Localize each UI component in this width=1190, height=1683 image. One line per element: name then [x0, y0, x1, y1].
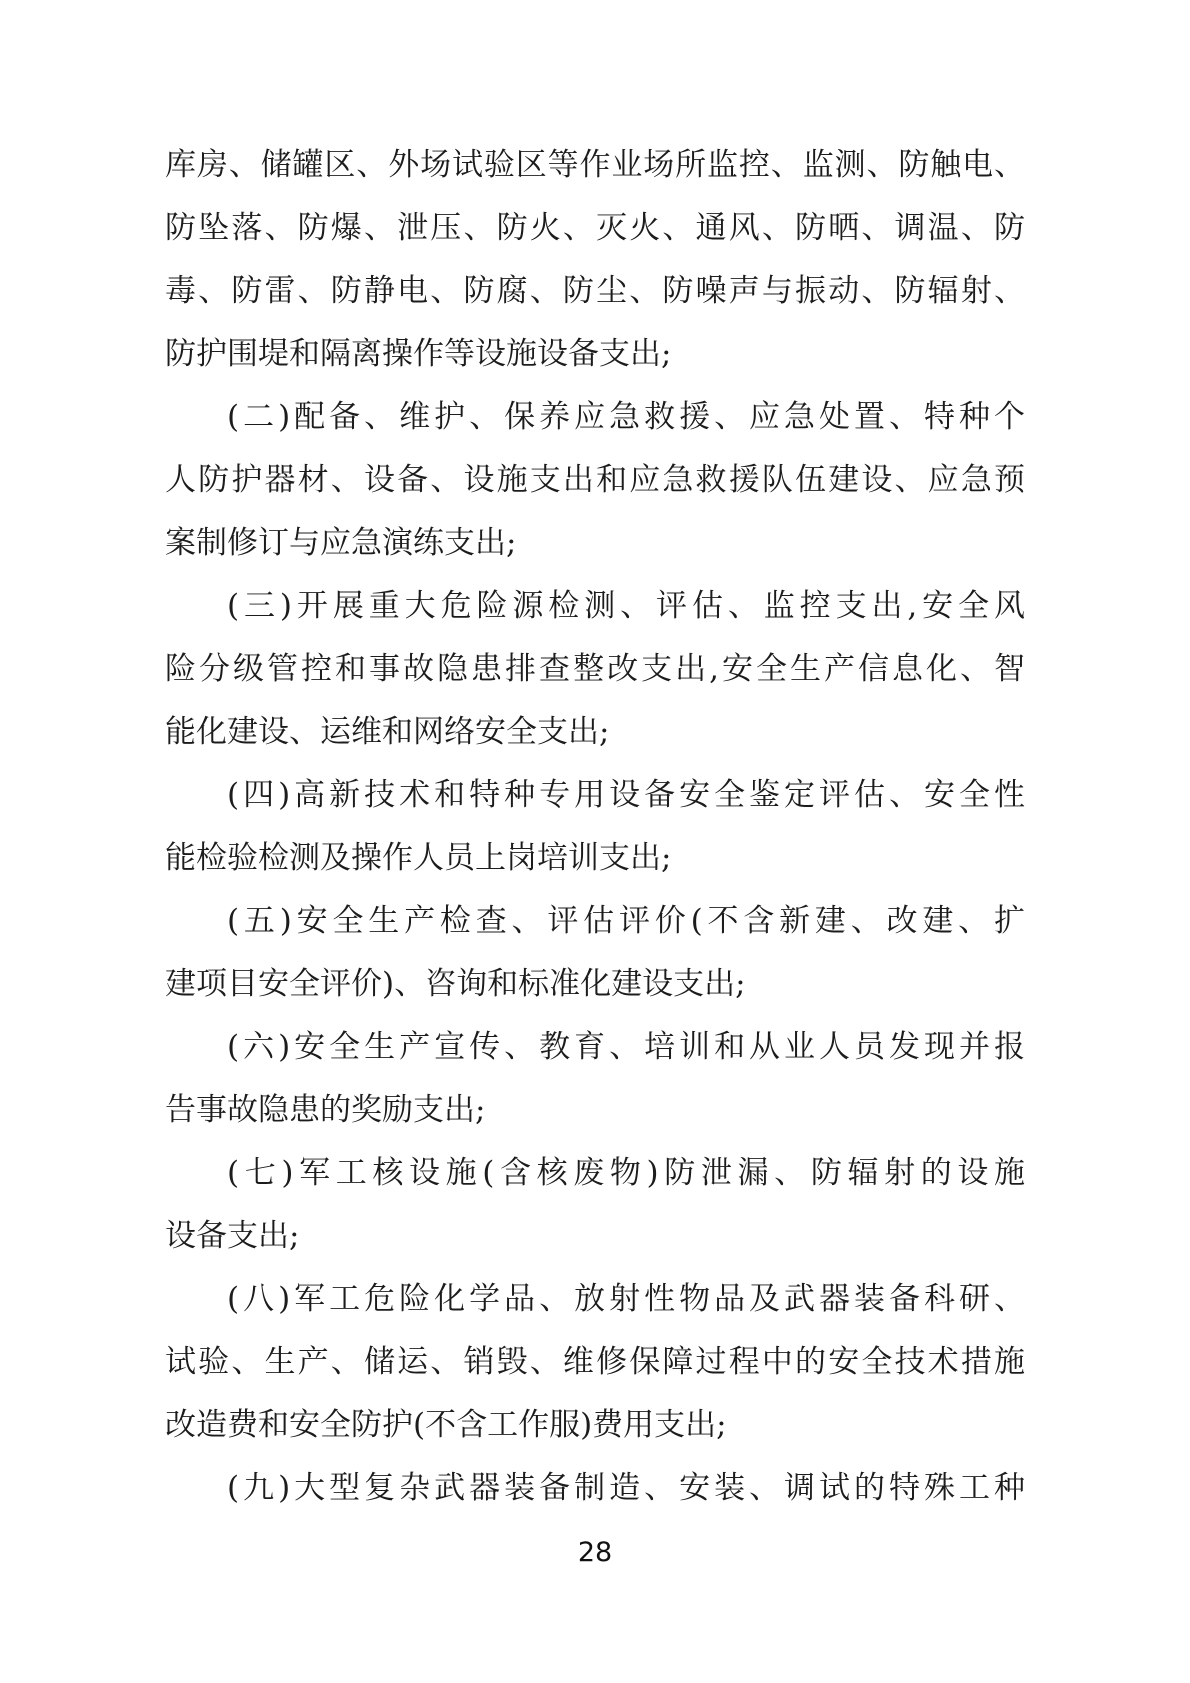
- text-line: 库房、储罐区、外场试验区等作业场所监控、监测、防触电、: [165, 147, 1025, 183]
- text-line: (七)军工核设施(含核废物)防泄漏、防辐射的设施: [227, 1155, 1025, 1191]
- text-line: 设备支出;: [165, 1218, 300, 1254]
- text-line: 毒、防雷、防静电、防腐、防尘、防噪声与振动、防辐射、: [165, 273, 1025, 309]
- text-line: 能化建设、运维和网络安全支出;: [165, 714, 610, 750]
- text-line: 告事故隐患的奖励支出;: [165, 1092, 486, 1128]
- text-line: 防坠落、防爆、泄压、防火、灭火、通风、防晒、调温、防: [165, 210, 1025, 246]
- text-line: 案制修订与应急演练支出;: [165, 525, 517, 561]
- document-body: [165, 134, 1025, 1520]
- text-line: (四)高新技术和特种专用设备安全鉴定评估、安全性: [227, 777, 1025, 813]
- text-line: 能检验检测及操作人员上岗培训支出;: [165, 840, 672, 876]
- text-line: 改造费和安全防护(不含工作服)费用支出;: [165, 1407, 727, 1443]
- text-line: (六)安全生产宣传、教育、培训和从业人员发现并报: [227, 1029, 1025, 1065]
- text-line: (九)大型复杂武器装备制造、安装、调试的特殊工种: [227, 1470, 1025, 1506]
- text-line: (五)安全生产检查、评估评价(不含新建、改建、扩: [227, 903, 1025, 939]
- text-line: 防护围堤和隔离操作等设施设备支出;: [165, 336, 672, 372]
- text-line: (八)军工危险化学品、放射性物品及武器装备科研、: [227, 1281, 1025, 1317]
- text-line: 险分级管控和事故隐患排查整改支出,安全生产信息化、智: [165, 651, 1025, 687]
- text-line: 建项目安全评价)、咨询和标准化建设支出;: [165, 966, 746, 1002]
- text-line: (二)配备、维护、保养应急救援、应急处置、特种个: [227, 399, 1025, 435]
- text-line: 试验、生产、储运、销毁、维修保障过程中的安全技术措施: [165, 1344, 1025, 1380]
- page-number: 28: [577, 1537, 613, 1568]
- text-line: (三)开展重大危险源检测、评估、监控支出,安全风: [227, 588, 1025, 624]
- text-line: 人防护器材、设备、设施支出和应急救援队伍建设、应急预: [165, 462, 1025, 498]
- page-footer: [0, 1536, 1190, 1570]
